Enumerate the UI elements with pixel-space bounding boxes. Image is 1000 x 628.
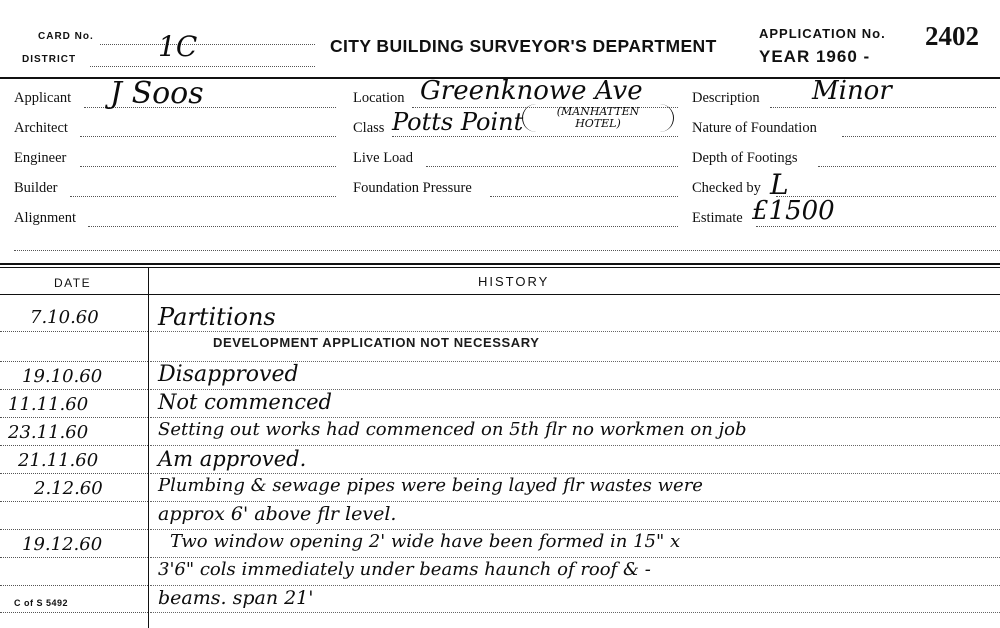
class-line xyxy=(392,136,678,137)
date-header: DATE xyxy=(54,276,92,290)
history-date: 21.11.60 xyxy=(18,450,99,471)
history-entry: beams. span 21' xyxy=(158,587,314,609)
applicant-value: J Soos xyxy=(110,76,204,111)
live-load-line xyxy=(426,166,678,167)
development-stamp: DEVELOPMENT APPLICATION NOT NECESSARY xyxy=(213,335,540,350)
architect-label: Architect xyxy=(14,120,68,136)
blank-line xyxy=(14,250,1000,251)
form-code: C of S 5492 xyxy=(14,598,69,608)
history-entry: 3'6" cols immediately under beams haunch of roof & - xyxy=(158,559,651,580)
history-top-rule-2 xyxy=(0,267,1000,268)
district-line xyxy=(90,66,315,67)
history-entry: Setting out works had commenced on 5th flr no workmen on job xyxy=(158,419,747,440)
class-note: (MANHATTEN HOTEL) xyxy=(522,104,674,132)
date-row-line xyxy=(0,585,148,586)
card-no-label: CARD No. xyxy=(38,31,94,42)
builder-line xyxy=(70,196,336,197)
history-row-line xyxy=(150,612,1000,613)
year-label: YEAR 1960 - xyxy=(759,47,871,66)
estimate-line xyxy=(756,226,996,227)
history-header: HISTORY xyxy=(478,274,550,289)
district-value: 1C xyxy=(158,30,198,63)
location-label: Location xyxy=(353,90,405,106)
history-row-line xyxy=(150,557,1000,558)
class-value: Potts Point xyxy=(392,108,524,136)
history-row-line xyxy=(150,473,1000,474)
alignment-line xyxy=(88,226,678,227)
department-title: CITY BUILDING SURVEYOR'S DEPARTMENT xyxy=(330,36,717,56)
live-load-label: Live Load xyxy=(353,150,413,166)
date-row-line xyxy=(0,501,148,502)
history-date: 19.10.60 xyxy=(22,366,103,387)
depth-footings-line xyxy=(818,166,996,167)
history-header-rule xyxy=(0,294,1000,295)
checked-by-value: L xyxy=(770,168,789,201)
date-column-divider xyxy=(148,268,149,628)
history-entry: Not commenced xyxy=(158,390,332,414)
alignment-label: Alignment xyxy=(14,210,77,226)
estimate-value: £1500 xyxy=(752,196,835,226)
engineer-line xyxy=(80,166,336,167)
date-row-line xyxy=(0,417,148,418)
architect-line xyxy=(80,136,336,137)
builder-label: Builder xyxy=(14,180,58,196)
class-label: Class xyxy=(353,120,385,136)
history-entry: Plumbing & sewage pipes were being layed flr wastes were xyxy=(158,475,703,496)
card-no-line xyxy=(100,44,315,45)
estimate-label: Estimate xyxy=(692,210,743,226)
foundation-pressure-label: Foundation Pressure xyxy=(353,180,472,196)
applicant-label: Applicant xyxy=(14,90,72,106)
date-row-line xyxy=(0,473,148,474)
history-row-line xyxy=(150,501,1000,502)
history-top-rule xyxy=(0,263,1000,265)
district-label: DISTRICT xyxy=(22,54,77,65)
application-no-label: APPLICATION No. xyxy=(759,26,886,41)
history-entry: Am approved. xyxy=(158,447,307,471)
history-entry: approx 6' above flr level. xyxy=(158,503,397,525)
history-entry: Two window opening 2' wide have been formed in 15" x xyxy=(170,531,681,552)
description-label: Description xyxy=(692,90,760,106)
description-value: Minor xyxy=(812,76,892,106)
date-row-line xyxy=(0,529,148,530)
history-date: 2.12.60 xyxy=(34,478,103,499)
description-line xyxy=(770,107,996,108)
history-row-line xyxy=(150,417,1000,418)
history-entry: Partitions xyxy=(158,303,276,331)
date-row-line xyxy=(0,361,148,362)
history-row-line xyxy=(150,585,1000,586)
date-row-line xyxy=(0,445,148,446)
history-row-line xyxy=(150,445,1000,446)
depth-footings-label: Depth of Footings xyxy=(692,150,798,166)
date-row-line xyxy=(0,389,148,390)
date-row-line xyxy=(0,331,148,332)
history-date: 23.11.60 xyxy=(8,422,89,443)
history-row-line xyxy=(150,331,1000,332)
date-row-line xyxy=(0,557,148,558)
nature-foundation-label: Nature of Foundation xyxy=(692,120,817,136)
nature-foundation-line xyxy=(842,136,996,137)
history-date: 7.10.60 xyxy=(30,307,99,328)
date-row-line xyxy=(0,612,148,613)
foundation-pressure-line xyxy=(490,196,678,197)
history-entry: Disapproved xyxy=(158,362,299,387)
engineer-label: Engineer xyxy=(14,150,67,166)
history-date: 11.11.60 xyxy=(8,394,89,415)
application-no: 2402 xyxy=(925,21,979,51)
history-row-line xyxy=(150,529,1000,530)
history-date: 19.12.60 xyxy=(22,534,103,555)
location-value: Greenknowe Ave xyxy=(420,76,643,106)
checked-by-label: Checked by xyxy=(692,180,761,196)
